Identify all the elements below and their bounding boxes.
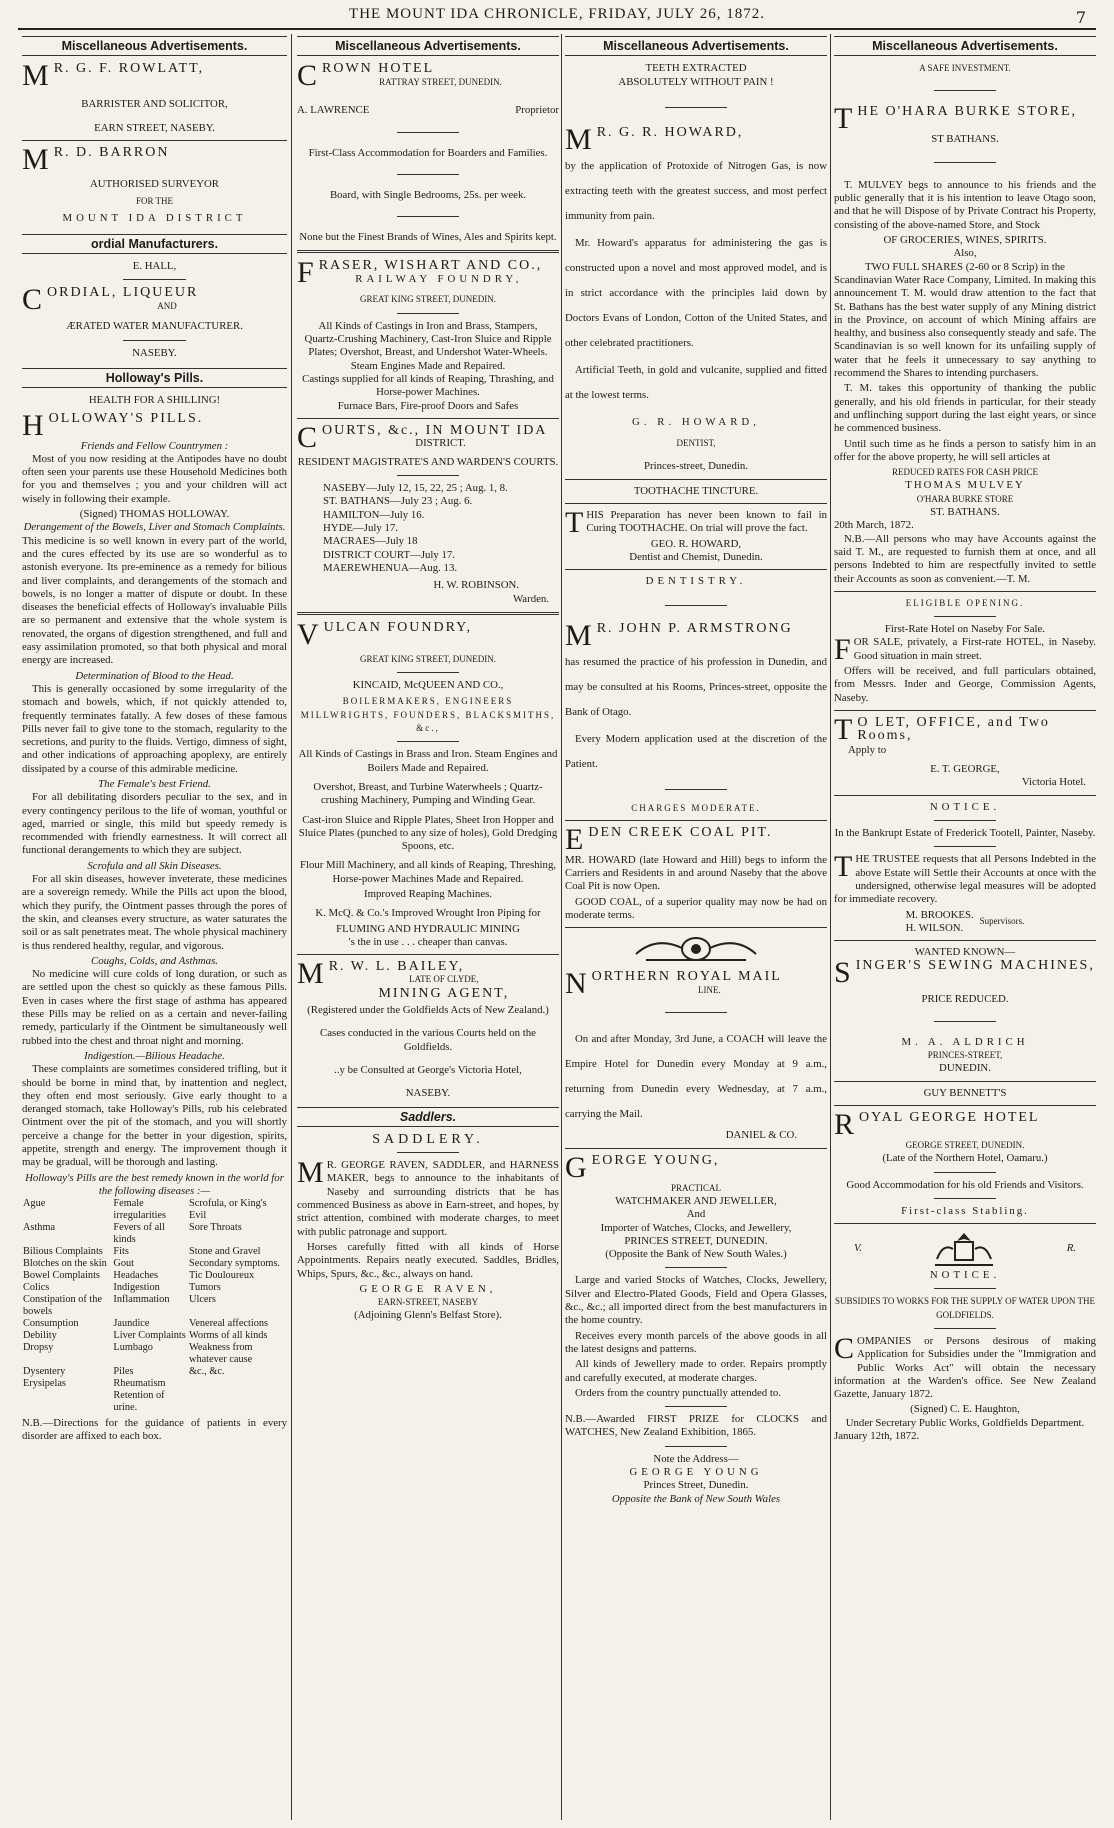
disease-row	[22, 1270, 287, 1282]
disease-cell: Jaundice	[113, 1318, 150, 1330]
disease-cell: Dropsy	[23, 1342, 54, 1354]
disease-row	[22, 1342, 287, 1366]
disease-cell: Colics	[23, 1282, 50, 1294]
ad-signature: M. BROOKES.	[905, 908, 974, 921]
ad-line: (Signed) THOMAS HOLLOWAY.	[79, 508, 230, 521]
column-4	[834, 34, 1096, 1820]
ad-bailey	[297, 957, 559, 1100]
disease-cell: Secondary symptoms.	[189, 1258, 280, 1270]
ad-date: 20th March, 1872.	[834, 519, 914, 532]
ad-title: R. JOHN P. ARMSTRONG	[596, 620, 793, 636]
proprietor-name: A. LAWRENCE	[297, 104, 370, 117]
ad-line: Steam Engines Made and Repaired.	[350, 359, 506, 372]
disease-row	[22, 1330, 287, 1342]
ad-line: A SAFE INVESTMENT.	[919, 63, 1011, 74]
ad-title: EORGE YOUNG,	[591, 1152, 720, 1168]
disease-cell: Fits	[113, 1246, 129, 1258]
ad-title: SADDLERY.	[372, 1131, 484, 1147]
ad-line: Castings supplied for all kinds of Reaping, Thrashing, and Horse-power Machines.	[302, 372, 554, 399]
ad-title: ROWN HOTEL	[322, 61, 435, 77]
column-divider	[561, 34, 562, 1820]
ad-line: GREAT KING STREET, DUNEDIN.	[360, 294, 496, 305]
ad-title: HE O'HARA BURKE STORE,	[857, 103, 1078, 119]
drop-initial: C	[297, 59, 320, 93]
ad-signature: GEORGE RAVEN,	[359, 1282, 497, 1295]
royal-crest-icon	[929, 1229, 999, 1269]
ad-line: Princes-street, Dunedin.	[643, 460, 749, 473]
disease-cell: Sore Throats	[189, 1222, 242, 1234]
drop-initial: M	[22, 59, 51, 93]
ad-paragraph: GOOD COAL, of a superior quality may now be had on moderate terms.	[565, 895, 827, 922]
ad-signature: GEORGE YOUNG	[629, 1465, 763, 1478]
ad-line: First-class Stabling.	[901, 1204, 1029, 1217]
ad-paragraph: Horses carefully fitted with all kinds of Horse Appointments. Repairs neatly executed. Saddles, Bridles, Whips, Spurs, &c., &c., always on hand.	[297, 1240, 559, 1280]
ad-line: WATCHMAKER AND JEWELLER,	[615, 1194, 777, 1207]
drop-initial: F	[297, 256, 316, 290]
ad-fraser-foundry	[297, 256, 559, 412]
ad-title: ELIGIBLE OPENING.	[905, 597, 1025, 608]
ad-line: Also,	[953, 247, 977, 260]
court-date: HYDE—July 17.	[323, 522, 398, 535]
ad-howard-dentist	[565, 122, 827, 474]
ad-line: BOILERMAKERS, ENGINEERS MILLWRIGHTS, FOUNDERS, BLACKSMITHS, &c.,	[300, 696, 556, 734]
ad-line: ST BATHANS.	[931, 132, 999, 145]
disease-cell: Constipation of the bowels	[23, 1294, 102, 1318]
ad-line: ST. BATHANS.	[930, 506, 1000, 519]
ad-paragraph: (Registered under the Goldfields Acts of New Zealand.)	[307, 1004, 549, 1017]
ad-subheading: Holloway's Pills are the best remedy known in the world for the following diseases :—	[25, 1171, 284, 1197]
drop-initial: C	[834, 1332, 855, 1365]
ad-paragraph: Mr. Howard's apparatus for administering the gas is constructed upon a novel and most approved model, and is in strict accordance with the principles laid down by Doctors Evans of London, Cotton of the United States, and other celebrated practitioners.	[565, 236, 827, 349]
ad-line: RESIDENT MAGISTRATE'S AND WARDEN'S COURTS.	[297, 455, 559, 468]
disease-row	[22, 1246, 287, 1258]
top-rule	[18, 28, 1096, 30]
disease-cell: Blotches on the skin	[23, 1258, 107, 1270]
section-heading: Saddlers.	[297, 1107, 559, 1127]
drop-initial: T	[834, 850, 853, 884]
newspaper-title: THE MOUNT IDA CHRONICLE, FRIDAY, JULY 26, 1872.	[349, 6, 765, 22]
ad-paragraph: Cast-iron Sluice and Ripple Plates, Sheet Iron Hopper and Sluice Plates (punched to any size of holes), Gold Dredging Spoons, etc.	[298, 813, 558, 853]
section-heading: ordial Manufacturers.	[22, 234, 287, 254]
ad-paragraph: No medicine will cure colds of long duration, or such as are settled upon the chest so quickly as these famous Pills. Even in cases where the first stage of asthma has appeared these Pills may be relied on as a certain and never-failing remedy, particularly if the Ointment be simultaneously well rubbed into the chest and throat night and morning.	[22, 968, 287, 1047]
ad-line: (Opposite the Bank of New South Wales.)	[605, 1248, 787, 1261]
ad-line: TWO FULL SHARES (2-60 or 8 Scrip) in the	[865, 260, 1065, 273]
column-divider	[830, 34, 831, 1820]
ad-paragraph: HIS Preparation has never been known to fail in Curing TOOTHACHE. On trial will prove the fact.	[586, 509, 827, 535]
ad-title: DEN CREEK COAL PIT.	[588, 824, 773, 840]
ad-paragraph: Large and varied Stocks of Watches, Clocks, Jewellery, Silver and Electro-Plated Goods, Field and Opera Glasses, &c., &c.; all imported direct from the best manufacturers in the home country.	[565, 1274, 827, 1327]
ad-barron	[22, 142, 287, 226]
drop-initial: S	[834, 956, 853, 990]
ad-line: Furnace Bars, Fire-proof Doors and Safes	[337, 399, 519, 412]
ad-toothache-tincture	[565, 485, 827, 564]
drop-initial: C	[297, 420, 320, 454]
ad-paragraph: For all debilitating disorders peculiar to the sex, and in every contingency perilous to the life of woman, youthful or aged, married or single, this mild but speedy remedy is recommended with friendly earnestness. It will correct all functional derangements to which they are subject.	[22, 791, 287, 857]
ad-title: R. G. F. ROWLATT,	[53, 61, 205, 77]
ad-line: NASEBY.	[405, 1087, 451, 1100]
ad-rowlatt	[22, 59, 287, 135]
ad-signature: E. T. GEORGE,	[930, 763, 1000, 776]
disease-cell: Tumors	[189, 1282, 221, 1294]
ad-line: Opposite the Bank of New South Wales	[611, 1492, 781, 1505]
ad-royal-mail	[565, 934, 827, 1142]
disease-row	[22, 1318, 287, 1330]
drop-initial: M	[565, 122, 594, 156]
disease-cell: Piles	[113, 1366, 134, 1378]
ad-title: R. W. L. BAILEY,	[328, 959, 465, 975]
drop-initial: T	[834, 712, 855, 746]
ad-line: SUBSIDIES TO WORKS FOR THE SUPPLY OF WATER UPON THE GOLDFIELDS.	[834, 1296, 1096, 1320]
ad-line: Improved Reaping Machines.	[363, 887, 493, 900]
ad-line: GEORGE STREET, DUNEDIN.	[905, 1139, 1025, 1150]
ad-line: DUNEDIN.	[939, 1062, 991, 1075]
ad-line: Friends and Fellow Countrymen :	[80, 439, 229, 452]
ad-paragraph: Offers will be received, and full particulars obtained, from Messrs. Inder and George, Commission Agents, Naseby.	[834, 664, 1096, 704]
ad-paragraph: Until such time as he finds a person to satisfy him in an offer for the above property, he will sell articles at	[834, 437, 1096, 463]
ad-hall	[22, 260, 287, 360]
ad-line: LATE OF CLYDE,	[409, 974, 479, 985]
ad-line: Importer of Watches, Clocks, and Jewellery,	[600, 1221, 792, 1234]
ad-line: RAILWAY FOUNDRY,	[355, 272, 523, 285]
ad-paragraph: ..y be Consulted at George's Victoria Hotel,	[334, 1063, 522, 1076]
column-2	[297, 34, 559, 1820]
ad-line: Quartz-Crushing Machinery, Cast-Iron Sluice and Ripple Plates; Overshot, Breast, and Undershot Water-Wheels.	[304, 333, 552, 359]
ad-date: January 12th, 1872.	[834, 1430, 920, 1443]
ad-dentistry	[565, 575, 827, 815]
ad-subheading: Indigestion.—Bilious Headache.	[84, 1049, 225, 1062]
disease-cell: Headaches	[113, 1270, 159, 1282]
ad-paragraph: For all skin diseases, however inveterate, these medicines are a sovereign remedy. While the Pills act upon the blood, which they purify, the Ointment passes through the pores of the skin, and cleanses every structure, as water saturates the soil or as salt penetrates meat. The whole physical machinery is thus rendered healthy, regular, and vigorous.	[22, 873, 287, 952]
ad-paragraph: OMPANIES or Persons desirous of making Application for Subsidies under the "Immigration and Public Works Act" will obtain the necessary information at the Warden's office. See New Zealand Gazette, January 1872.	[834, 1335, 1096, 1401]
drop-initial: V	[297, 617, 321, 651]
page-number: 7	[1075, 8, 1086, 27]
ad-line: DISTRICT.	[415, 437, 466, 450]
ad-paragraph: Every Modern application used at the discretion of the Patient.	[565, 732, 827, 770]
ad-line: REDUCED RATES FOR CASH PRICE	[891, 467, 1039, 478]
ad-signature: M. A. ALDRICH	[901, 1035, 1029, 1048]
disease-cell: Bilious Complaints	[23, 1246, 103, 1258]
ad-line: WANTED KNOWN—	[914, 946, 1016, 959]
ad-line: KINCAID, McQUEEN AND CO.,	[352, 679, 504, 692]
disease-cell: Female irregularities	[113, 1198, 167, 1222]
ad-subheading: Derangement of the Bowels, Liver and Stomach Complaints.	[23, 521, 286, 534]
disease-cell: Stone and Gravel	[189, 1246, 261, 1258]
disease-cell: Bowel Complaints	[23, 1270, 100, 1282]
ad-paragraph: Scandinavian Water Race Company, Limited. In making this announcement T. M. would draw attention to the fact that St. Bathans has the best water supply of any Mining district in the Province, on account of which Mining affairs are healthy, and business also consequently steady and safe. The Scandinavian is so well known for its unfailing supply of water that he feels it unnecessary to say anything to recommend the Shares to intending purchasers.	[834, 273, 1096, 380]
ad-line: AUTHORISED SURVEYOR	[89, 177, 219, 190]
ad-line: CHARGES MODERATE.	[631, 802, 761, 813]
disease-cell: Indigestion	[113, 1282, 160, 1294]
ad-paragraph: K. McQ. & Co.'s Improved Wrought Iron Piping for	[315, 907, 541, 920]
disease-cell: Weakness from whatever cause	[189, 1342, 253, 1366]
ad-line: GUY BENNETT'S	[923, 1086, 1007, 1099]
disease-cell: Gout	[113, 1258, 135, 1270]
ad-ohara-burke	[834, 101, 1096, 586]
ad-paragraph: This is generally occasioned by some irregularity of the stomach and bowels, which, if not quickly attended to, frequently terminates fatally. A few doses of these famous Pills never fail to give tone to the stomach, regularity to the secretions, and purity to the fluids. Vertigo, dimness of sight, and other indications of approaching apoplexy, are entirely dissipated by a course of this admirable medicine.	[22, 682, 287, 775]
ad-george-young	[565, 1150, 827, 1506]
disease-cell: Venereal affections	[189, 1318, 269, 1330]
ad-paragraph: by the application of Protoxide of Nitrogen Gas, is now extracting teeth with the greatest success, and most perfect immunity from pain.	[565, 159, 827, 222]
ad-paragraph: Artificial Teeth, in gold and vulcanite, supplied and fitted at the lowest terms.	[565, 363, 827, 401]
ad-paragraph: Cases conducted in the various Courts held on the Goldfields.	[320, 1027, 536, 1053]
ad-line: (Late of the Northern Hotel, Oamaru.)	[882, 1152, 1048, 1165]
drop-initial: F	[834, 633, 851, 667]
ad-paragraph: MR. HOWARD (late Howard and Hill) begs to inform the Carriers and Residents in and around Naseby that the above Coal Pit is now Open.	[565, 853, 827, 893]
ad-eden-creek	[565, 822, 827, 922]
column-divider	[291, 34, 292, 1820]
ad-title: NOTICE.	[929, 1269, 1001, 1282]
ad-paragraph: N.B.—Directions for the guidance of patients in every disorder are affixed to each box.	[22, 1417, 287, 1443]
ad-line: ABSOLUTELY WITHOUT PAIN !	[618, 75, 774, 88]
ad-signature: (Signed) C. E. Haughton,	[910, 1403, 1020, 1416]
court-date: HAMILTON—July 16.	[323, 508, 425, 521]
court-date: MACRAES—July 18	[323, 535, 418, 548]
ad-paragraph: OR SALE, privately, a First-rate HOTEL, in Naseby. Good situation in main street.	[853, 636, 1096, 662]
ad-line: V.	[854, 1242, 862, 1255]
disease-row	[22, 1222, 287, 1246]
drop-initial: M	[297, 1156, 324, 1190]
drop-initial: M	[565, 618, 594, 652]
ad-line: And	[686, 1208, 706, 1221]
ad-signature: GEO. R. HOWARD,	[650, 537, 742, 550]
disease-cell: Scrofula, or King's Evil	[189, 1198, 267, 1222]
ad-title: OLLOWAY'S PILLS.	[48, 410, 204, 426]
diseases-table	[22, 1198, 287, 1414]
ad-title: R. D. BARRON	[53, 144, 170, 160]
ad-line: BARRISTER AND SOLICITOR,	[81, 98, 228, 111]
ad-vulcan-foundry	[297, 617, 559, 949]
ad-line: ÆRATED WATER MANUFACTURER.	[66, 320, 243, 333]
ad-paragraph: These complaints are sometimes considered trifling, but it should be borne in mind that, by inattention and neglect, they often end most seriously. Give early thought to a deranged stomach, take Holloway's Pills, rub his celebrated Ointment over the pit of the stomach, and you will shortly perceive a change for the better in your digestion, spirits, appetite, strength and energy. The improvement though it may be gradual, will be thorough and lasting.	[22, 1063, 287, 1169]
ad-signature: THOMAS MULVEY	[905, 479, 1025, 492]
ad-line: LINE.	[697, 984, 721, 995]
court-date: NASEBY—July 12, 15, 22, 25 ; Aug. 1, 8.	[323, 482, 508, 495]
disease-row	[22, 1294, 287, 1318]
ad-line: NASEBY.	[132, 346, 177, 359]
ad-paragraph: Overshot, Breast, and Turbine Waterwheels ; Quartz-crushing Machinery, Pumping and Winding Gear.	[313, 780, 543, 807]
drop-initial: R	[834, 1107, 857, 1141]
disease-cell: &c., &c.	[189, 1366, 225, 1378]
section-heading: Holloway's Pills.	[22, 368, 287, 388]
ad-line: PRACTICAL	[670, 1182, 721, 1193]
ad-subheading: Coughs, Colds, and Asthmas.	[91, 954, 218, 967]
ad-paragraph: All Kinds of Castings in Brass and Iron. Steam Engines and Boilers Made and Repaired.	[298, 748, 558, 774]
ad-title: OYAL GEORGE HOTEL	[859, 1109, 1040, 1125]
disease-cell: Inflammation	[113, 1294, 170, 1306]
ad-signature: H. W. ROBINSON.	[433, 579, 519, 592]
ad-line: MINING AGENT,	[378, 985, 510, 1001]
section-heading: Miscellaneous Advertisements.	[565, 36, 827, 56]
disease-row	[22, 1198, 287, 1222]
disease-cell: Consumption	[23, 1318, 79, 1330]
ad-paragraph: HE TRUSTEE requests that all Persons Indebted in the above Estate will Settle their Accounts at once with the undersigned, otherwise legal measures will be adopted for immediate recovery.	[834, 853, 1096, 906]
drop-initial: G	[565, 1150, 589, 1184]
drop-initial: M	[297, 957, 326, 991]
disease-cell: Ague	[23, 1198, 46, 1210]
ad-line: PRINCES-STREET,	[927, 1050, 1003, 1061]
disease-row	[22, 1366, 287, 1378]
court-date: DISTRICT COURT—July 17.	[323, 548, 456, 561]
ad-line: Princes Street, Dunedin.	[643, 1479, 749, 1492]
disease-row	[22, 1378, 287, 1390]
disease-cell: Tic Douloureux	[189, 1270, 255, 1282]
ad-royal-george	[834, 1087, 1096, 1218]
ad-eligible-opening	[834, 597, 1096, 705]
ad-line: R.	[1066, 1242, 1076, 1255]
ad-line: (Adjoining Glenn's Belfast Store).	[354, 1309, 502, 1322]
disease-cell: Lumbago	[113, 1342, 153, 1354]
disease-cell	[22, 1390, 112, 1414]
ad-title: OURTS, &c., IN MOUNT IDA	[322, 422, 548, 438]
ad-title: NOTICE.	[929, 800, 1001, 813]
proprietor-label: Proprietor	[515, 104, 559, 117]
ad-paragraph: has resumed the practice of his profession in Dunedin, and may be consulted at his Rooms, Princes-street, opposite the Bank of Otago.	[565, 655, 827, 718]
ad-line: E. HALL,	[132, 260, 177, 273]
drop-initial: E	[565, 822, 586, 856]
ad-to-let	[834, 712, 1096, 790]
drop-initial: H	[22, 408, 46, 442]
ad-line: Dentist and Chemist, Dunedin.	[629, 550, 763, 563]
drop-initial: C	[22, 283, 45, 317]
ad-paragraph: None but the Finest Brands of Wines, Ales and Spirits kept.	[299, 231, 557, 244]
ad-title: INGER'S SEWING MACHINES,	[855, 958, 1095, 974]
disease-cell: Retention of urine.	[113, 1390, 165, 1414]
ad-title: DENTISTRY.	[645, 575, 747, 588]
disease-cell: Debility	[23, 1330, 57, 1342]
disease-cell	[188, 1390, 287, 1414]
disease-cell: Dysentery	[23, 1366, 66, 1378]
disease-cell: Fevers of all kinds	[113, 1222, 165, 1246]
ad-line: Supervisors.	[979, 916, 1025, 927]
ad-line: DENTIST,	[676, 438, 716, 449]
ad-line: AND	[157, 300, 177, 311]
masthead	[0, 0, 1114, 30]
ad-title: RASER, WISHART AND CO.,	[318, 258, 543, 274]
ad-line: EARN-STREET, NASEBY	[377, 1297, 479, 1308]
ad-title: TOOTHACHE TINCTURE.	[633, 484, 759, 497]
disease-row	[22, 1282, 287, 1294]
disease-cell: Erysipelas	[23, 1378, 66, 1390]
ad-paragraph: On and after Monday, 3rd June, a COACH will leave the Empire Hotel for Dunedin every Monday at 9 a.m., returning from Dunedin every Wednesday, at 7 a.m., carrying the Mail.	[565, 1033, 827, 1121]
ad-line: Under Secretary Public Works, Goldfields Department.	[845, 1416, 1085, 1429]
disease-cell: Worms of all kinds	[189, 1330, 268, 1342]
column-3	[565, 34, 827, 1820]
ad-paragraph: Board, with Single Bedrooms, 25s. per week.	[329, 188, 527, 201]
ad-paragraph: Orders from the country punctually attended to.	[575, 1386, 781, 1399]
ad-courts	[297, 420, 559, 606]
ad-paragraph: N.B.—Awarded FIRST PRIZE for CLOCKS and WATCHES, New Zealand Exhibition, 1865.	[565, 1413, 827, 1439]
ad-paragraph: Receives every month parcels of the above goods in all the latest designs and patterns.	[565, 1329, 827, 1355]
section-heading: Miscellaneous Advertisements.	[297, 36, 559, 56]
ad-subheading: Scrofula and all Skin Diseases.	[87, 859, 222, 872]
ad-line: 's the in use . . . cheaper than canvas.	[348, 935, 508, 948]
ad-paragraph: First-Class Accommodation for Boarders and Families.	[308, 146, 548, 159]
drop-initial: T	[834, 101, 855, 135]
ad-signature: H. WILSON.	[905, 921, 964, 934]
ad-line: PRINCES STREET, DUNEDIN.	[624, 1234, 768, 1247]
column-1	[22, 34, 287, 1820]
disease-cell	[188, 1378, 287, 1390]
ad-line: HEALTH FOR A SHILLING!	[88, 394, 221, 407]
ad-title: ORTHERN ROYAL MAIL	[591, 969, 782, 985]
proprietor-line	[297, 104, 559, 117]
ad-paragraph: Most of you now residing at the Antipodes have no doubt often seen your parents use these Household Medicines both for you and themselves ; you and your children will act wisely in following their example.	[22, 452, 287, 505]
drop-initial: N	[565, 967, 589, 1001]
ad-notice-trustee	[834, 801, 1096, 935]
section-heading: Miscellaneous Advertisements.	[22, 36, 287, 56]
ad-paragraph: T. M. takes this opportunity of thanking the public generally, and his old friends in particular, for their steady and unflinching support during the last eight years, or since he commenced business.	[834, 382, 1096, 435]
ad-line: O'HARA BURKE STORE	[916, 493, 1014, 504]
disease-row	[22, 1258, 287, 1270]
ad-line: GREAT KING STREET, DUNEDIN.	[360, 653, 496, 664]
ad-title: ULCAN FOUNDRY,	[323, 619, 472, 635]
ad-paragraph: T. MULVEY begs to announce to his friends and the public generally that it is his intention to leave Otago soon, and that he will Dispose of by Private Contract his Property, consisting of the above-named Store, and Stock	[834, 178, 1096, 231]
ad-line: FOR THE	[135, 196, 174, 207]
ad-line: Apply to	[848, 743, 887, 756]
ad-line: Warden.	[512, 592, 549, 605]
ad-line: OF GROCERIES, WINES, SPIRITS.	[883, 234, 1047, 247]
court-date: ST. BATHANS—July 23 ; Aug. 6.	[323, 495, 473, 508]
ad-line: PRICE REDUCED.	[921, 993, 1009, 1006]
ad-paragraph: In the Bankrupt Estate of Frederick Tootell, Painter, Naseby.	[834, 827, 1096, 840]
ad-subheading: The Female's best Friend.	[98, 777, 211, 790]
ad-notice-subsidies	[834, 1229, 1096, 1443]
ad-title: R. G. R. HOWARD,	[596, 124, 744, 140]
ad-holloway	[22, 394, 287, 1444]
disease-cell: Asthma	[23, 1222, 56, 1234]
ad-saddlery	[297, 1133, 559, 1323]
ad-line: Victoria Hotel.	[1021, 776, 1086, 789]
ad-line: EARN STREET, NASEBY.	[94, 121, 215, 134]
ad-line: TEETH EXTRACTED	[645, 62, 747, 75]
drop-initial: M	[22, 142, 51, 176]
coat-of-arms-icon	[626, 934, 766, 964]
court-date: MAEREWHENUA—Aug. 13.	[323, 561, 458, 574]
ad-line: RATTRAY STREET, DUNEDIN.	[379, 76, 502, 87]
ad-signature: G. R. HOWARD,	[632, 415, 760, 428]
disease-cell: Liver Complaints	[113, 1330, 186, 1342]
ad-line: MOUNT IDA DISTRICT	[62, 212, 247, 225]
ad-line: Note the Address—	[653, 1452, 739, 1465]
ad-crown-hotel	[297, 59, 559, 244]
drop-initial: T	[565, 506, 584, 540]
ad-line: All Kinds of Castings in Iron and Brass, Stampers,	[318, 319, 538, 332]
ad-title: ORDIAL, LIQUEUR	[47, 285, 199, 301]
ad-paragraph: Flour Mill Machinery, and all kinds of Reaping, Threshing, Horse-power Machines Made and Repaired.	[299, 859, 557, 885]
ad-signature: DANIEL & CO.	[725, 1129, 797, 1142]
ad-line: First-Rate Hotel on Naseby For Sale.	[884, 623, 1046, 636]
ad-paragraph: All kinds of Jewellery made to order. Repairs promptly and carefully executed, at moderate charges.	[565, 1358, 827, 1384]
ad-paragraph: R. GEORGE RAVEN, SADDLER, and HARNESS MAKER, begs to announce to the inhabitants of Naseby and surrounding districts that he has commenced Business as above in Earn-street, and hopes, by strict attention, combined with moderate charges, to meet with public patronage and support.	[297, 1159, 559, 1238]
ad-subheading: Determination of Blood to the Head.	[75, 669, 234, 682]
ad-title: O LET, OFFICE, and Two Rooms,	[857, 714, 1050, 744]
ad-paragraph: N.B.—All persons who may have Accounts against the said T. M., are requested to furnish them at once, and all persons Indebted to him are respectfully invited to settle their Accounts as soon as convenient.—T. M.	[834, 532, 1096, 585]
ad-paragraph: Good Accommodation for his old Friends and Visitors.	[846, 1178, 1084, 1191]
disease-cell: Ulcers	[189, 1294, 216, 1306]
disease-row	[22, 1390, 287, 1414]
ad-singer	[834, 946, 1096, 1075]
ad-paragraph: This medicine is so well known in every part of the world, and the cures effected by its use are so wonderful as to astonish everyone. Its pre-eminence as a remedy for bilious and liver complaints, and derangements of the stomach and bowels, is no longer a matter of dispute or doubt. In these diseases the beneficial effects of Holloway's invaluable Pills are so permanent and extensive that the whole system is renovated, the organs of digestion strengthened, and full and easy assimilation promoted, so that both physical and moral energy are increased.	[22, 534, 287, 667]
disease-cell: Rheumatism	[113, 1378, 166, 1390]
ad-line: FLUMING AND HYDRAULIC MINING	[336, 922, 520, 935]
section-heading: Miscellaneous Advertisements.	[834, 36, 1096, 56]
